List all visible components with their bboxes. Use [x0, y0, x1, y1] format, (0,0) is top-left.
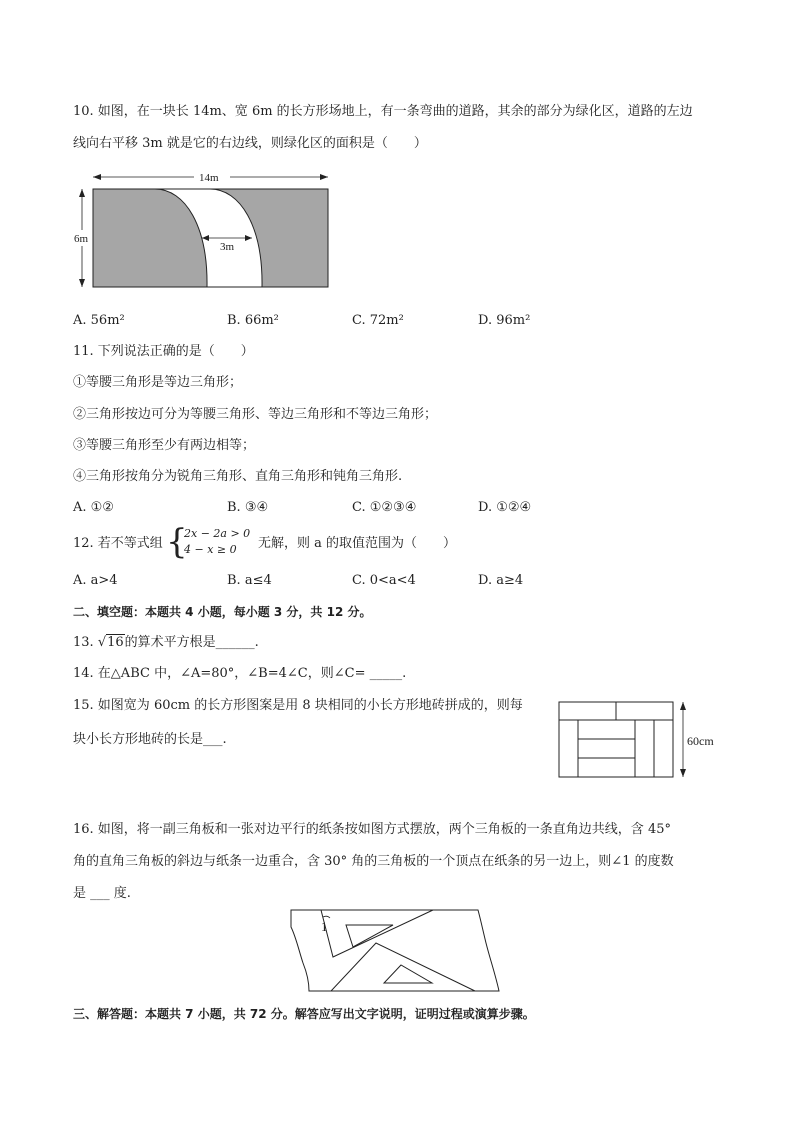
q11-statement-3: ③等腰三角形至少有两边相等；: [73, 438, 256, 453]
q13-line: [73, 634, 259, 652]
q11-option-b: B. ③④: [227, 500, 269, 515]
q10-option-d: D. 96m²: [478, 313, 531, 328]
q12-option-c: C. 0<a<4: [352, 573, 416, 588]
q12-suffix: 无解，则 a 的取值范围为（ ）: [258, 536, 457, 551]
q12-option-d: D. a≥4: [478, 573, 524, 588]
q16-angle-label: 1: [321, 919, 328, 934]
q14-stem: 14. 在△ABC 中，∠A=80°，∠B=4∠C，则∠C= _____.: [73, 666, 407, 681]
q15-stem-line2: 块小长方形地砖的长是___.: [73, 732, 227, 747]
q11-option-c: C. ①②③④: [352, 500, 417, 515]
section-2-heading: 二、填空题：本题共 4 小题，每小题 3 分，共 12 分。: [73, 605, 372, 619]
q11-statement-1: ①等腰三角形是等边三角形；: [73, 375, 243, 390]
q10-stem-line1: 10. 如图，在一块长 14m、宽 6m 的长方形场地上，有一条弯曲的道路，其余的部分为绿化区，道路的左边: [73, 104, 693, 119]
q10-option-a: A. 56m²: [73, 313, 125, 328]
q10-option-c: C. 72m²: [352, 313, 404, 328]
q15-height-label: 60cm: [687, 734, 714, 748]
q12-option-b: B. a≤4: [227, 573, 272, 588]
q10-height-label: 6m: [74, 233, 89, 245]
q16-stem-line2: 角的直角三角板的斜边与纸条一边重合，含 30° 角的三角板的一个顶点在纸条的另一边上，则∠1 的度数: [73, 854, 674, 869]
section-3-heading: 三、解答题：本题共 7 小题，共 72 分。解答应写出文字说明，证明过程或演算步骤。: [73, 1007, 535, 1021]
q12-brace: {: [166, 522, 188, 562]
q16-stem-line3: 是 ___ 度.: [73, 886, 131, 901]
q13-number: 13.: [73, 635, 98, 650]
q15-stem-line1: 15. 如图宽为 60cm 的长方形图案是用 8 块相同的小长方形地砖拼成的，则每: [73, 698, 523, 713]
q13-text: 的算术平方根是______.: [124, 635, 259, 650]
q10-width-label: 14m: [199, 172, 219, 184]
q12-inequality-1: 2x − 2a > 0: [184, 527, 251, 540]
q10-stem-line2: 线向右平移 3m 就是它的右边线，则绿化区的面积是（ ）: [73, 136, 427, 151]
q12-inequality-2: 4 − x ≥ 0: [184, 543, 237, 556]
q11-statement-4: ④三角形按角分为锐角三角形、直角三角形和钝角三角形.: [73, 469, 403, 484]
q11-statement-2: ②三角形按边可分为等腰三角形、等边三角形和不等边三角形；: [73, 407, 438, 422]
q16-triangle-figure: [283, 907, 508, 995]
q11-stem: 11. 下列说法正确的是（ ）: [73, 344, 254, 359]
q11-option-d: D. ①②④: [478, 500, 532, 515]
q11-option-a: A. ①②: [73, 500, 114, 515]
q15-tile-figure: [555, 698, 725, 783]
sqrt-sign: √: [97, 635, 107, 650]
q13-radicand: 16: [107, 635, 124, 650]
q16-stem-line1: 16. 如图，将一副三角板和一张对边平行的纸条按如图方式摆放，两个三角板的一条直角边共线，含 45°: [73, 822, 671, 837]
q12-option-a: A. a>4: [73, 573, 118, 588]
q10-road-figure: [70, 166, 335, 291]
q10-option-b: B. 66m²: [227, 313, 279, 328]
q12-prefix: 12. 若不等式组: [73, 536, 163, 551]
q10-road-label: 3m: [220, 241, 235, 253]
